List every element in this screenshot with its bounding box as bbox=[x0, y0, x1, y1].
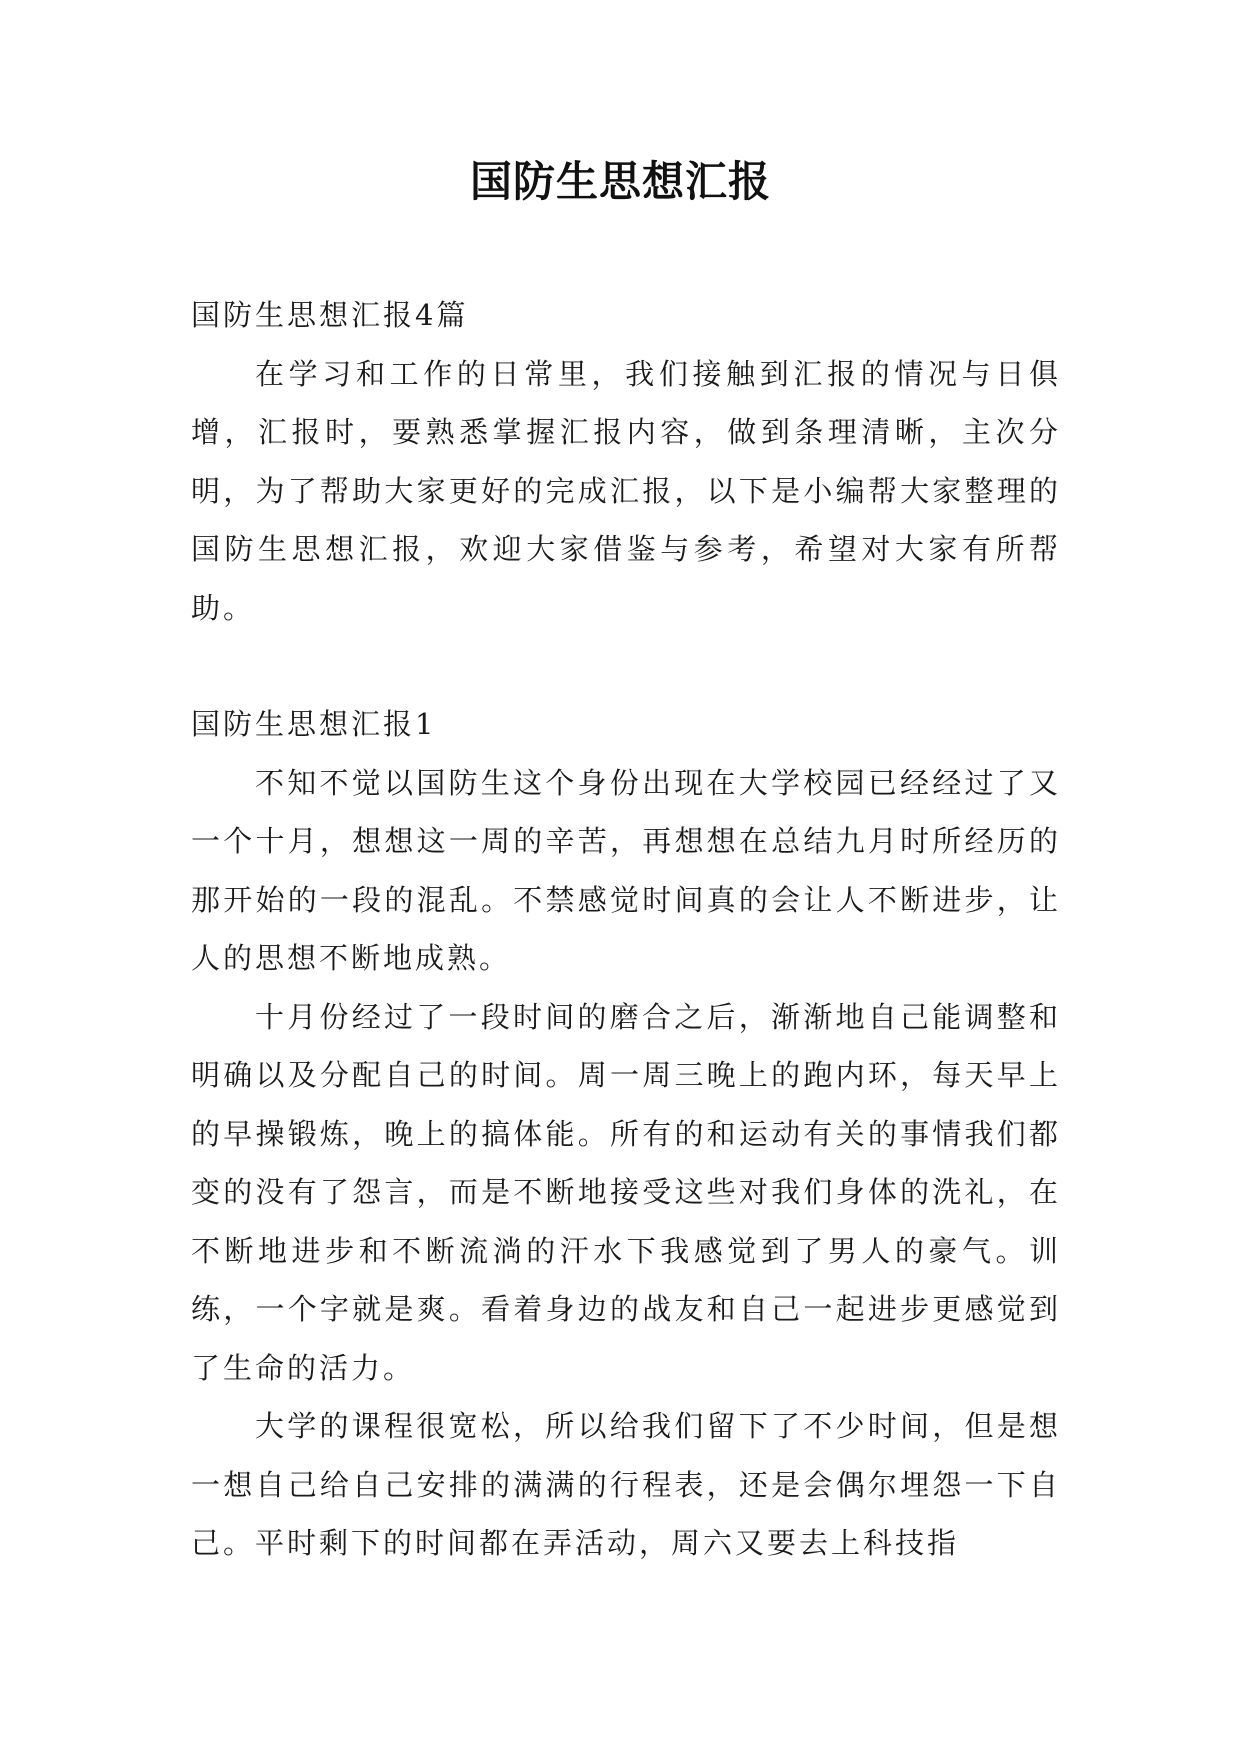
body-paragraph: 十月份经过了一段时间的磨合之后，渐渐地自己能调整和明确以及分配自己的时间。周一周三晚上的跑内环，每天早上的早操锻炼，晚上的搞体能。所有的和运动有关的事情我们都变的没有了怨言，而是不断地接受这些对我们身体的洗礼，在不断地进步和不断流淌的汗水下我感觉到了男人的豪气。训练，一个字就是爽。看着身边的战友和自己一起进步更感觉到了生命的活力。 bbox=[191, 999, 1061, 1385]
document-subtitle: 国防生思想汇报4篇 bbox=[191, 298, 469, 332]
intro-paragraph: 在学习和工作的日常里，我们接触到汇报的情况与日俱增，汇报时，要熟悉掌握汇报内容，做到条理清晰，主次分明，为了帮助大家更好的完成汇报，以下是小编帮大家整理的国防生思想汇报，欢迎大家借鉴与参考，希望对大家有所帮助。 bbox=[191, 356, 1061, 625]
body-paragraph: 大学的课程很宽松，所以给我们留下了不少时间，但是想一想自己给自己安排的满满的行程表，还是会偶尔埋怨一下自己。平时剩下的时间都在弄活动，周六又要去上科技指 bbox=[191, 1409, 1061, 1560]
body-paragraph: 不知不觉以国防生这个身份出现在大学校园已经经过了又一个十月，想想这一周的辛苦，再想想在总结九月时所经历的那开始的一段的混乱。不禁感觉时间真的会让人不断进步，让 人的思想不断地成熟。 bbox=[191, 765, 1061, 975]
section-spacer bbox=[191, 637, 1061, 695]
document-body bbox=[191, 286, 1061, 1573]
document-title: 国防生思想汇报 bbox=[469, 157, 771, 206]
section-heading: 国防生思想汇报1 bbox=[191, 707, 437, 741]
